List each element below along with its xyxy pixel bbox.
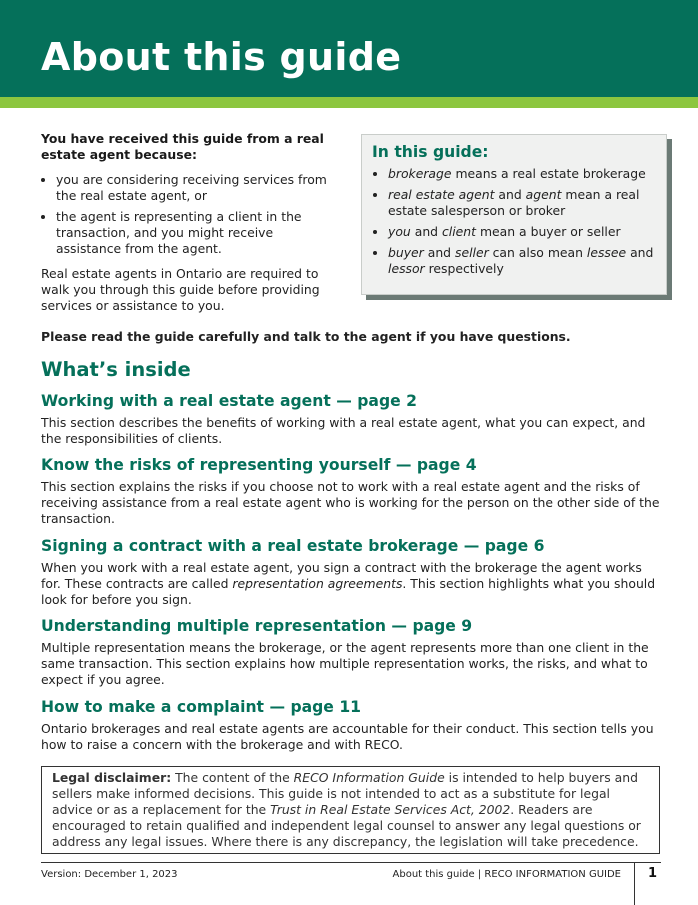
- intro-bullet: • the agent is representing a client in the transaction, and you might receive assistance from the agent.: [56, 209, 341, 257]
- italic-term: lessor: [388, 261, 425, 276]
- italic-term: Trust in Real Estate Services Act, 2002: [270, 802, 511, 817]
- footer-divider: [41, 862, 661, 863]
- intro-note: Real estate agents in Ontario are required to walk you through this guide before providing services or assistance to you.: [41, 266, 320, 313]
- italic-term: buyer: [388, 245, 424, 260]
- header-banner: [0, 0, 698, 97]
- italic-term: client: [441, 224, 477, 239]
- definition-item: • real estate agent and agent mean a real estate salesperson or broker: [388, 187, 656, 219]
- section-heading: Working with a real estate agent — page 2: [41, 392, 417, 410]
- disclaimer-text: The content of the RECO Information Guide is intended to help buyers and sellers make informed decisions. This guide is not intended to act as a substitute for legal advice or as a replacement for the Trust in Real Estate Services Act, 2002. Readers are encouraged to retain qualified and independent legal counsel to answer any legal questions or address any legal issues. Where there is any discrepancy, the legislation will take precedence.: [52, 770, 641, 849]
- italic-term: seller: [454, 245, 489, 260]
- section-heading: Know the risks of representing yourself — page 4: [41, 456, 477, 474]
- contents-section: [41, 391, 661, 447]
- section-heading: Understanding multiple representation — page 9: [41, 617, 473, 635]
- definition-item: • brokerage means a real estate brokerage: [388, 166, 656, 182]
- section-description: Ontario brokerages and real estate agents are accountable for their conduct. This section tells you how to raise a concern with the brokerage and with RECO.: [41, 721, 654, 752]
- contents-section: [41, 455, 661, 527]
- guide-box-heading: In this guide:: [372, 143, 489, 161]
- in-this-guide-box: [361, 134, 667, 295]
- italic-term: brokerage: [388, 166, 452, 181]
- page-number: 1: [648, 866, 658, 881]
- section-heading: How to make a complaint — page 11: [41, 698, 362, 716]
- read-guide-note: Please read the guide carefully and talk to the agent if you have questions.: [41, 329, 571, 344]
- accent-bar: [0, 97, 698, 108]
- whats-inside-heading: What’s inside: [41, 358, 191, 381]
- italic-term: agent: [525, 187, 562, 202]
- italic-term: real estate agent: [388, 187, 495, 202]
- page-title: About this guide: [41, 35, 402, 79]
- definitions-list: [372, 166, 656, 277]
- legal-disclaimer-box: [41, 766, 660, 854]
- intro-section: [41, 131, 341, 314]
- intro-list: [41, 172, 341, 257]
- intro-bullet: • you are considering receiving services from the real estate agent, or: [56, 172, 341, 204]
- contents-section: [41, 536, 661, 608]
- italic-term: you: [388, 224, 411, 239]
- italic-term: lessee: [586, 245, 627, 260]
- footer-version: Version: December 1, 2023: [41, 869, 178, 880]
- section-description: Multiple representation means the brokerage, or the agent represents more than one client in the same transaction. This section explains how multiple representation works, the risks, and what to expect if you agree.: [41, 640, 649, 687]
- definition-item: • you and client mean a buyer or seller: [388, 224, 656, 240]
- section-heading: Signing a contract with a real estate brokerage — page 6: [41, 537, 545, 555]
- contents-section: [41, 616, 661, 688]
- disclaimer-label: Legal disclaimer:: [52, 770, 172, 785]
- definition-item: • buyer and seller can also mean lessee and lessor respectively: [388, 245, 656, 277]
- italic-term: representation agreements: [232, 576, 403, 591]
- section-description: This section explains the risks if you choose not to work with a real estate agent and the risks of receiving assistance from a real estate agent who is working for the person on the other side of the transaction.: [41, 479, 660, 526]
- italic-term: RECO Information Guide: [293, 770, 445, 785]
- contents-section: [41, 697, 661, 753]
- footer-vertical-divider: [634, 862, 635, 905]
- section-description: This section describes the benefits of working with a real estate agent, what you can expect, and the responsibilities of clients.: [41, 415, 646, 446]
- section-description: When you work with a real estate agent, you sign a contract with the brokerage the agent works for. These contracts are called representation agreements. This section highlights what you should look for before you sign.: [41, 560, 656, 607]
- footer-guide-label: About this guide | RECO INFORMATION GUIDE: [392, 869, 621, 880]
- intro-heading: You have received this guide from a real estate agent because:: [41, 131, 324, 162]
